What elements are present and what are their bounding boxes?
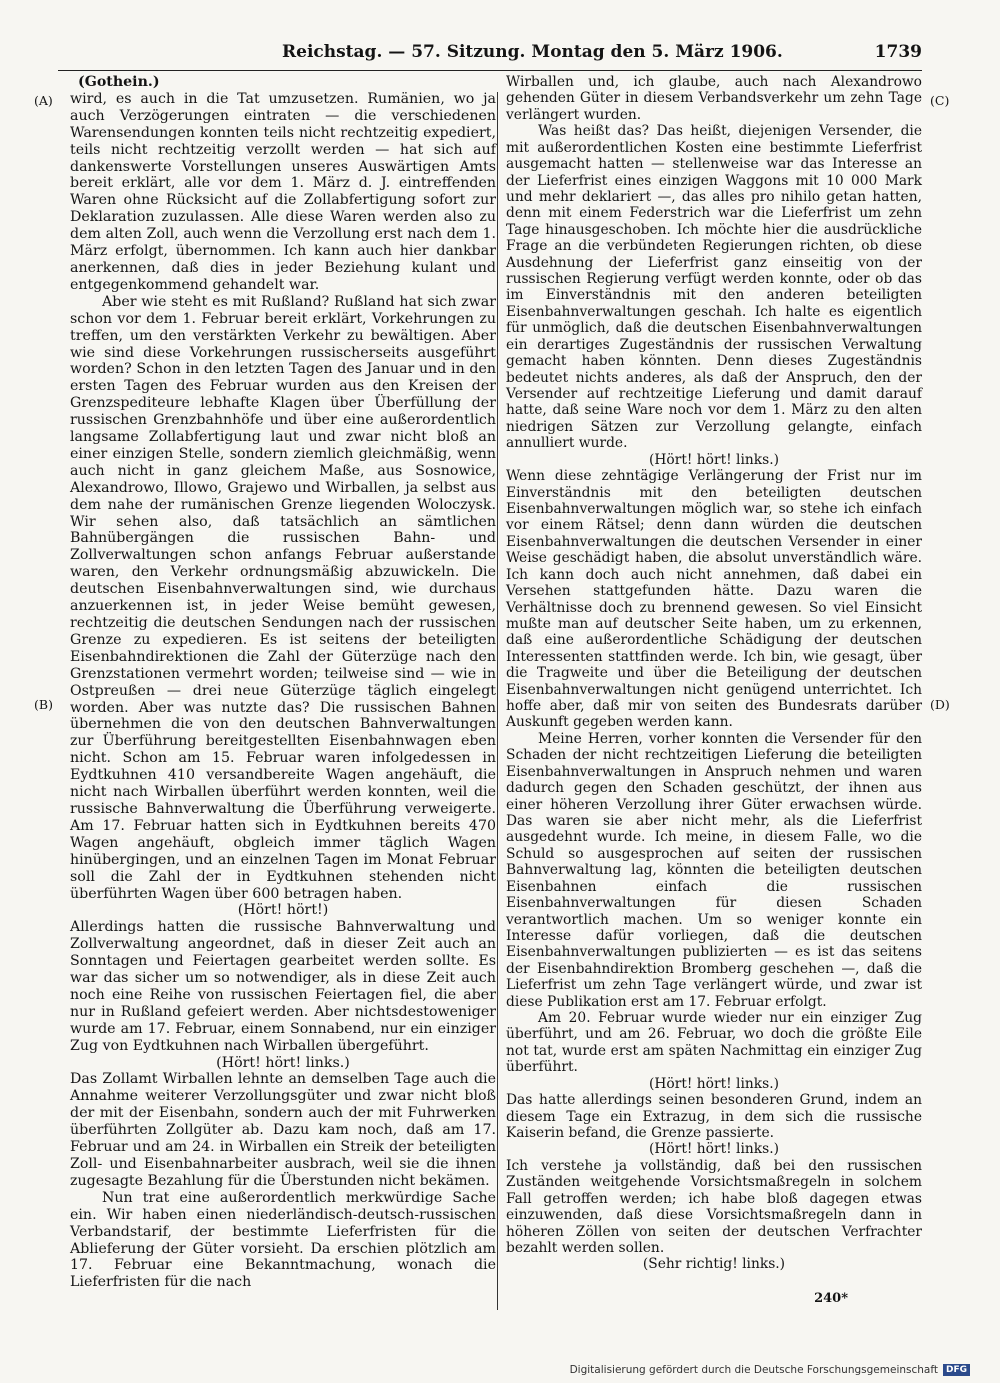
paragraph: Aber wie steht es mit Rußland? Rußland hat sich zwar schon vor dem 1. Februar bereit erklärt, Vorkehrungen zu treffen, um den verstärkten Verkehr zu bewältigen. Aber wie sind diese Vorkehrungen russischerseits ausgeführt worden? Schon in den letzten Tagen des Januar und in den ersten Tagen des Februar wurden aus den Kreisen der Grenzspediteure lebhafte Klagen über Überfüllung der russischen Grenzbahnhöfe und über eine außerordentlich langsame Zollabfertigung laut und zwar nicht bloß an einer einzigen Stelle, sondern ziemlich gleichmäßig, wenn auch nicht in ganz gleichem Maße, aus Sosnowice, Alexandrowo, Illowo, Grajewo und Wirballen, ja selbst aus dem nahe der rumänischen Grenze liegenden Woloczysk. Wir sehen also, daß tatsächlich an sämtlichen Bahnübergängen die russischen Bahn- und Zollverwaltungen schon anfangs Februar außerstande waren, den Verkehr ordnungsmäßig abzuwickeln. Die deutschen Eisenbahnverwaltungen sind, wie durchaus anzuerkennen ist, in jeder Weise bemüht gewesen, rechtzeitig die deutschen Sendungen nach der russischen Grenze zu expedieren. Es ist seitens der beteiligten Eisenbahndirektionen die Zahl der Güterzüge nach den Grenzstationen vermehrt worden; teilweise sind — wie in Ostpreußen — drei neue Güterzüge täglich eingelegt worden. Aber was nutzte das? Die russischen Bahnen übernehmen die von den deutschen Bahnverwaltungen zur Überführung bereitgestellten Eisenbahnwagen eben nicht. Schon am 15. Februar waren infolgedessen in Eydtkuhnen 410 versandbereite Wagen angehäuft, die nicht nach Wirballen überführt werden konnten, weil die russische Bahnverwaltung die Überführung verweigerte. Am 17. Februar hatten sich in Eydtkuhnen bereits 470 Wagen angehäuft, obgleich immer täglich Wagen hinübergingen, und an einzelnen Tagen im Monat Februar soll die Zahl der in Eydtkuhnen stehenden nicht überführten Wagen über 600 betragen haben. [70,293,496,902]
margin-marker-a: (A) [34,93,53,108]
margin-marker-c: (C) [930,93,950,108]
speaker-label: (Gothein.) [78,74,160,90]
left-column [70,74,496,1291]
paragraph: Am 20. Februar wurde wieder nur ein einziger Zug überführt, und am 26. Februar, wo doch die größte Eile not tat, wurde erst am späten Nachmittag ein einziger Zug überführt. [506,1010,922,1076]
margin-marker-b: (B) [34,697,53,712]
margin-marker-d: (D) [930,697,950,712]
interjection: (Hört! hört! links.) [649,451,779,468]
paragraph: Wirballen und, ich glaube, auch nach Alexandrowo gehenden Güter in diesem Verbandsverkehr um zehn Tage verlängert wurden. [506,74,922,123]
interjection: (Hört! hört!) [237,902,329,919]
header-rule [58,70,922,71]
paragraph: Wenn diese zehntägige Verlängerung der Frist nur im Einverständnis mit den beteiligten deutschen Eisenbahnverwaltungen möglich war, so stehe ich einfach vor einem Rätsel; denn dann würden die deutschen Eisenbahnverwaltungen die deutschen Versender in einer Weise geschädigt haben, die absolut unverständlich wäre. Ich kann doch auch nicht annehmen, daß dabei ein Versehen stattgefunden hätte. Dazu waren die Verhältnisse doch zu brennend gewesen. So viel Einsicht mußte man auf deutscher Seite haben, um zu erkennen, daß eine außerordentliche Schädigung der deutschen Interessenten stattfinden werde. Ich bin, wie gesagt, über die Tragweite und über die Beteiligung der deutschen Eisenbahnverwaltungen nicht genügend unterrichtet. Ich hoffe aber, daß mir von seiten des Bundesrats darüber Auskunft gegeben werden kann. [506,468,922,731]
right-column [506,74,922,1307]
interjection: (Hört! hört! links.) [216,1054,350,1071]
paragraph: wird, es auch in die Tat umzusetzen. Rumänien, wo ja auch Verzögerungen eintraten — die verschiedenen Warensendungen konnten teils nicht rechtzeitig expediert, teils nicht rechtzeitig verzollt werden — hat sich auf dankenswerte Vorstellungen unseres Auswärtigen Amts bereit erklärt, alle vor dem 1. März d. J. eintreffenden Waren ohne Rücksicht auf die Zollabfertigung sofort zur Deklaration zuzulassen. Alle diese Waren werden also zu dem alten Zoll, auch wenn die Verzollung erst nach dem 1. März erfolgt, übernommen. Ich kann auch hier dankbar anerkennen, daß dies in jeder Beziehung kulant und entgegenkommend gehandelt war. [70,90,496,293]
page-number: 1739 [874,42,922,62]
paragraph: Das hatte allerdings seinen besonderen Grund, indem an diesem Tage ein Extrazug, in dem sich die russische Kaiserin befand, die Grenze passierte. [506,1092,922,1141]
interjection: (Hört! hört! links.) [649,1141,779,1158]
paragraph: Das Zollamt Wirballen lehnte an demselben Tage auch die Annahme weiterer Verzollungsgüter und zwar nicht bloß der mit der Eisenbahn, sondern auch der mit Fuhrwerken überführten Zollgüter ab. Dazu kam noch, daß am 17. Februar und am 24. in Wirballen ein Streik der beteiligten Zoll- und Eisenbahnarbeiter ausbrach, weil sie die ihnen zugesagte Bezahlung für die Überstunden nicht bekämen. [70,1071,496,1189]
footer-credit [570,1362,970,1378]
page-header [282,42,922,68]
footer-text: Digitalisierung gefördert durch die Deutsche Forschungsgemeinschaft [569,1364,938,1376]
interjection: (Sehr richtig! links.) [642,1256,786,1273]
dfg-logo: DFG [943,1364,970,1376]
header-title: Reichstag. — 57. Sitzung. Montag den 5. März 1906. [282,42,783,62]
paragraph: Was heißt das? Das heißt, diejenigen Versender, die mit außerordentlichen Kosten eine bestimmte Lieferfrist ausgemacht hatten — stellenweise war das Interesse an der Lieferfrist eines einzigen Waggons mit 10 000 Mark und mehr deklariert —, das alles pro nihilo getan hatten, denn mit einem Federstrich war die Lieferfrist um zehn Tage hinausgeschoben. Ich möchte hier die ausdrückliche Frage an die verbündeten Regierungen richten, ob diese Ausdehnung der Lieferfrist ganz einseitig von der russischen Regierung verfügt werden konnte, oder ob das im Einverständnis mit den anderen beteiligten Eisenbahnverwaltungen geschah. Ich halte es eigentlich für unmöglich, daß die deutschen Eisenbahnverwaltungen ein derartiges Zugeständnis der russischen Verwaltung gemacht haben könnten. Denn dieses Zugeständnis bedeutet nichts anderes, als daß der Anspruch, den der Versender auf rechtzeitige Lieferung und damit darauf hatte, daß seine Ware noch vor dem 1. März zu den alten niedrigen Sätzen zur Verzollung gelangte, einfach annulliert wurde. [506,123,922,452]
paragraph: Ich verstehe ja vollständig, daß bei den russischen Zuständen weitgehende Vorsichtsmaßregeln in solchem Fall getroffen werden; ich habe bloß dagegen etwas einzuwenden, daß diese Vorsichtsmaßregeln dann in höheren Zöllen von seiten der deutschen Verfrachter bezahlt werden sollen. [506,1157,922,1256]
column-divider [497,92,498,1310]
interjection: (Hört! hört! links.) [649,1075,779,1092]
signature-mark: 240* [814,1290,848,1306]
paragraph: Allerdings hatten die russische Bahnverwaltung und Zollverwaltung angeordnet, daß in dieser Zeit auch an Sonntagen und Feiertagen gearbeitet werden sollte. Es war das sicher um so notwendiger, als in diese Zeit auch noch eine Reihe von russischen Feiertagen fiel, die aber nur in Rußland gefeiert werden. Aber nichtsdestoweniger wurde am 17. Februar, einem Sonnabend, nur ein einziger Zug von Eydtkuhnen nach Wirballen übergeführt. [70,919,496,1054]
paragraph: Nun trat eine außerordentlich merkwürdige Sache ein. Wir haben einen niederländisch-deutsch-russischen Verbandstarif, der bestimmte Lieferfristen für die Ablieferung der Güter vorsieht. Da erschien plötzlich am 17. Februar eine Bekanntmachung, wonach die Lieferfristen für die nach [70,1189,496,1291]
paragraph: Meine Herren, vorher konnten die Versender für den Schaden der nicht rechtzeitigen Lieferung die beteiligten Eisenbahnverwaltungen in Anspruch nehmen und waren dadurch gegen den Schaden geschützt, der ihnen aus einer höheren Verzollung ihrer Güter erwachsen würde. Das waren sie aber nicht mehr, als die Lieferfrist ausgedehnt wurde. Ich meine, in diesem Falle, wo die Schuld so ausgesprochen auf seiten der russischen Bahnverwaltung lag, könnten die beteiligten deutschen Eisenbahnen einfach die russischen Eisenbahnverwaltungen für diesen Schaden verantwortlich machen. Um so weniger konnte ein Interesse dafür vorliegen, daß die deutschen Eisenbahnverwaltungen publizierten — es ist das seitens der Eisenbahndirektion Bromberg geschehen —, daß die Lieferfrist um zehn Tage verlängert würde, und zwar ist diese Publikation erst am 17. Februar erfolgt. [506,730,922,1010]
